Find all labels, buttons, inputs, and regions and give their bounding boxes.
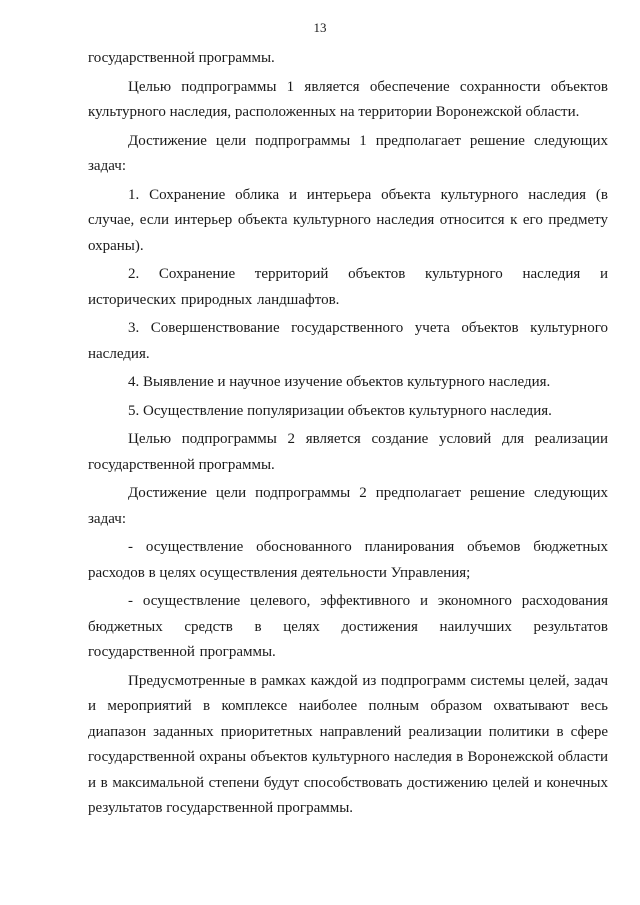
task-item-2: 2. Сохранение территорий объектов культурного наследия и исторических природных ландшафтов. (88, 266, 608, 308)
paragraph-continuation: государственной программы. (88, 50, 275, 66)
paragraph-conclusion: Предусмотренные в рамках каждой из подпрограмм системы целей, задач и мероприятий в комплексе наиболее полным образом охватывают весь диапазон заданных приоритетных направлений реализации политики в сфере государственной охраны объектов культурного наследия в Воронежской области и в максимальной степени будут способствовать достижению целей и конечных результатов государственной программы. (88, 672, 608, 816)
task-item-5: 5. Осуществление популяризации объектов культурного наследия. (128, 402, 552, 419)
task-item-3: 3. Совершенствование государственного учета объектов культурного наследия. (88, 320, 608, 362)
task-item-dash-2: - осуществление целевого, эффективного и экономного расходования бюджетных средств в целях достижения наилучших результатов государственной программы. (88, 593, 608, 660)
task-item-dash-1: - осуществление обоснованного планирования объемов бюджетных расходов в целях осуществления деятельности Управления; (88, 539, 608, 581)
paragraph-subprogram2-tasks-intro: Достижение цели подпрограммы 2 предполагает решение следующих задач: (88, 485, 608, 527)
task-item-1: 1. Сохранение облика и интерьера объекта культурного наследия (в случае, если интерьер объекта культурного наследия относится к его предмету охраны). (88, 186, 608, 254)
document-body (88, 46, 608, 825)
paragraph-subprogram1-goal: Целью подпрограммы 1 является обеспечение сохранности объектов культурного наследия, расположенных на территории Воронежской области. (88, 78, 608, 120)
task-item-4: 4. Выявление и научное изучение объектов культурного наследия. (128, 374, 551, 390)
paragraph-subprogram1-tasks-intro: Достижение цели подпрограммы 1 предполагает решение следующих задач: (88, 132, 608, 174)
paragraph-subprogram2-goal: Целью подпрограммы 2 является создание условий для реализации государственной программы. (88, 431, 608, 473)
page-number: 13 (313, 20, 327, 35)
